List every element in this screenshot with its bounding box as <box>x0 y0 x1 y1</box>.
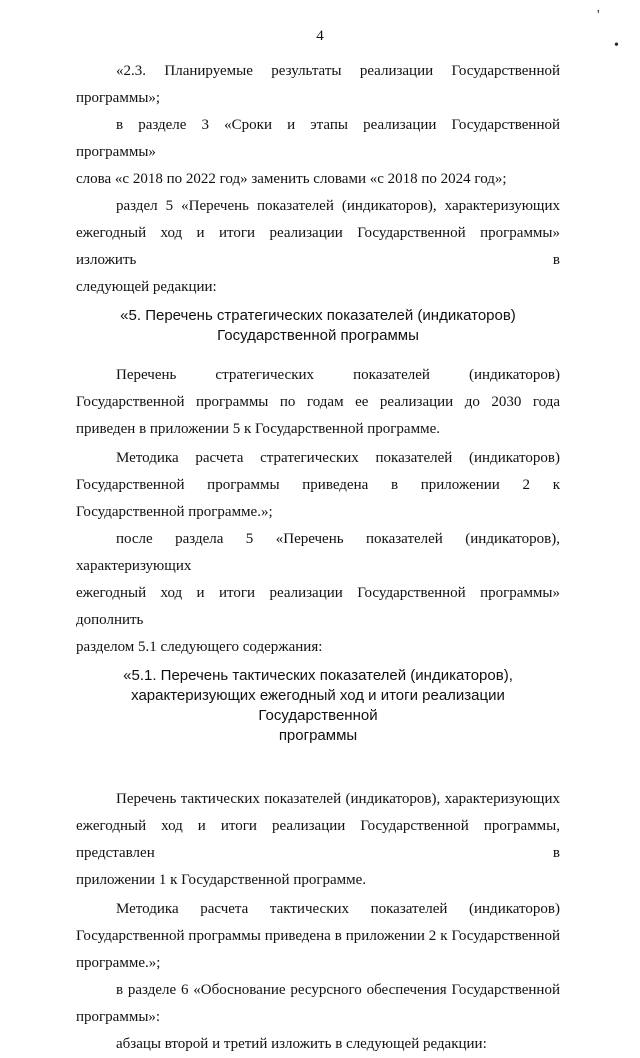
paragraph-line: после раздела 5 «Перечень показателей (индикаторов), характеризующих <box>76 531 560 574</box>
paragraph-line: Государственной программе.»; <box>76 504 273 520</box>
paragraph-line: Методика расчета стратегических показателей (индикаторов) <box>116 450 560 466</box>
scan-mark: • <box>614 38 619 53</box>
heading-line: «5.1. Перечень тактических показателей (индикаторов), <box>123 667 513 684</box>
paragraph-line: ежегодный ход и итоги реализации Государственной программы» изложить в <box>76 225 560 268</box>
section-heading-5 <box>76 306 560 346</box>
paragraph: абзацы второй и третий изложить в следующей редакции: <box>116 1036 487 1052</box>
paragraph-line: в разделе 3 «Сроки и этапы реализации Государственной программы» <box>76 117 560 160</box>
section-heading-5-1 <box>76 666 560 746</box>
heading-line: Государственной программы <box>217 327 419 344</box>
paragraph-line: ежегодный ход и итоги реализации Государственной программы» дополнить <box>76 585 560 628</box>
paragraph-line: Перечень тактических показателей (индикаторов), характеризующих <box>116 791 560 807</box>
paragraph-line: в разделе 6 «Обоснование ресурсного обеспечения Государственной <box>116 982 560 998</box>
page-number: 4 <box>316 28 324 44</box>
paragraph-line: Государственной программы по годам ее реализации до 2030 года <box>76 394 560 410</box>
scan-mark: ' <box>597 8 600 23</box>
paragraph-line: программы»: <box>76 1009 161 1025</box>
paragraph-line: программе.»; <box>76 955 161 971</box>
paragraph: «2.3. Планируемые результаты реализации Государственной программы»; <box>76 63 560 106</box>
paragraph-line: ежегодный ход и итоги реализации Государственной программы, представлен в <box>76 818 560 861</box>
paragraph-line: приведен в приложении 5 к Государственной программе. <box>76 421 440 437</box>
heading-line: «5. Перечень стратегических показателей (индикаторов) <box>120 307 516 324</box>
paragraph-line: Государственной программы приведена в приложении 2 к Государственной <box>76 928 560 944</box>
paragraph-line: раздел 5 «Перечень показателей (индикаторов), характеризующих <box>116 198 560 214</box>
heading-line: программы <box>278 727 358 744</box>
paragraph-line: слова «с 2018 по 2022 год» заменить словами «с 2018 по 2024 год»; <box>76 171 507 187</box>
document-body <box>76 58 560 1058</box>
paragraph-line: разделом 5.1 следующего содержания: <box>76 639 323 655</box>
paragraph-line: Методика расчета тактических показателей (индикаторов) <box>116 901 560 917</box>
paragraph-line: Государственной программы приведена в приложении 2 к <box>76 477 560 493</box>
paragraph-line: следующей редакции: <box>76 279 217 295</box>
heading-line: характеризующих ежегодный ход и итоги реализации Государственной <box>131 687 505 724</box>
paragraph-line: приложении 1 к Государственной программе. <box>76 872 367 888</box>
paragraph-line: Перечень стратегических показателей (индикаторов) <box>116 367 560 383</box>
